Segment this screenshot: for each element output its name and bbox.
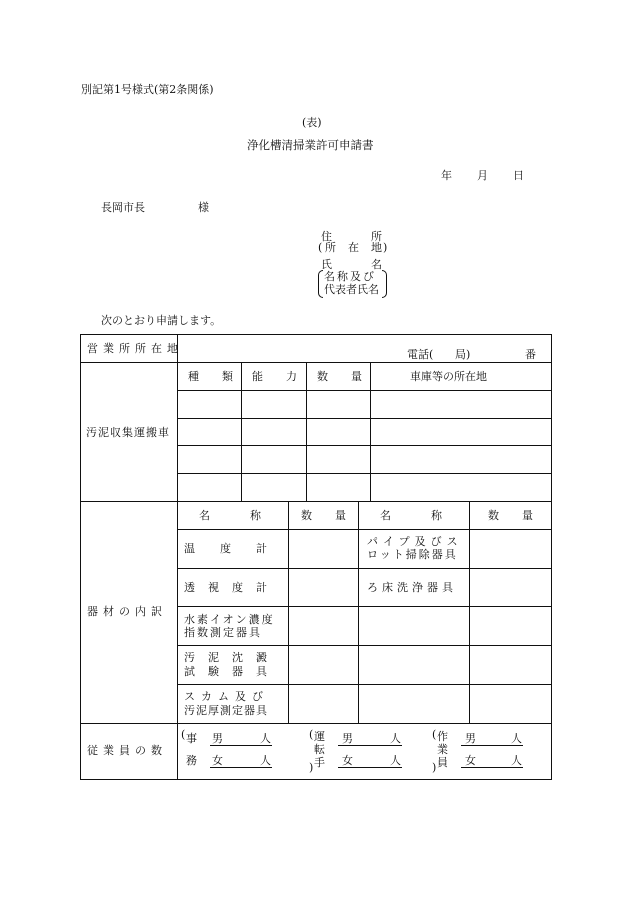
- corp-name-label: 名称及び: [324, 270, 376, 283]
- addressee-honorific: 様: [198, 201, 209, 214]
- staff-group3-male-blank[interactable]: [461, 745, 523, 746]
- phone-ban-label: 番: [525, 348, 536, 361]
- equipment-header-name-right: 名 称: [380, 509, 448, 522]
- staff-group3-char2: 業: [437, 743, 448, 756]
- staff-group3-female-unit: 人: [511, 754, 522, 767]
- equipment-item-scum-line1: スカム及び: [184, 690, 269, 703]
- staff-group3-male-unit: 人: [511, 732, 522, 745]
- vehicle-header-capacity: 能 力: [252, 370, 303, 383]
- staff-group3-female-blank[interactable]: [461, 767, 523, 768]
- staff-paren-close-3: ): [432, 761, 437, 774]
- staff-group1-male-blank[interactable]: [210, 745, 272, 746]
- staff-group2-male-blank[interactable]: [338, 745, 402, 746]
- location-label-2: 在: [348, 241, 359, 254]
- bracket-left: [318, 270, 323, 298]
- equipment-item-sludge-line2: 試 験 器 具: [184, 665, 268, 678]
- phone-kyoku-label: 局): [455, 348, 471, 361]
- equipment-item-ph-line2: 指数測定器具: [184, 626, 262, 639]
- staff-group3-char1: 作: [437, 730, 448, 743]
- equipment-item-filter-washer: ろ床洗浄器具: [367, 581, 457, 594]
- staff-group2-char1: 運: [314, 730, 325, 743]
- date-day-label: 日: [513, 169, 524, 182]
- addressee: 長岡市長: [101, 201, 145, 214]
- staff-group2-char2: 転: [314, 743, 325, 756]
- equipment-item-pipe-line1: パイプ及びス: [367, 535, 463, 548]
- equipment-item-ph-line1: 水素イオン濃度: [184, 613, 275, 626]
- staff-group2-male-unit: 人: [390, 732, 401, 745]
- application-table: [80, 334, 552, 780]
- address-label-1: 住: [321, 230, 332, 243]
- equipment-header-name-left: 名 称: [199, 509, 267, 522]
- equipment-header-qty-left: 数 量: [301, 509, 352, 522]
- equipment-label: 器材の内訳: [87, 605, 167, 618]
- office-label: 営業所所在地: [87, 342, 183, 355]
- staff-group3-char3: 員: [437, 756, 448, 769]
- staff-paren-open-1: (: [181, 728, 186, 741]
- staff-group1-female-unit: 人: [260, 754, 271, 767]
- staff-group2-female-label: 女: [342, 754, 353, 767]
- vehicle-header-qty: 数 量: [317, 370, 368, 383]
- bracket-right: [382, 270, 387, 298]
- staff-group3-female-label: 女: [465, 754, 476, 767]
- paren-open: (: [318, 241, 323, 254]
- staff-paren-open-3: (: [432, 728, 437, 741]
- equipment-item-pipe-line2: ロット掃除器具: [367, 548, 458, 561]
- location-label-1: 所: [325, 241, 336, 254]
- form-side-label: (表): [302, 116, 322, 129]
- representative-label: 代表者氏名: [324, 283, 379, 296]
- date-month-label: 月: [477, 169, 488, 182]
- address-label-2: 所: [371, 230, 382, 243]
- staff-label: 従業員の数: [87, 744, 167, 757]
- equipment-item-scum-line2: 汚泥厚測定器具: [184, 704, 268, 717]
- staff-paren-open-2: (: [309, 728, 314, 741]
- form-number: 別記第1号様式(第2条関係): [81, 83, 214, 96]
- vehicle-label: 汚泥収集運搬車: [86, 426, 170, 439]
- staff-group3-male-label: 男: [465, 732, 476, 745]
- staff-group2-char3: 手: [314, 756, 325, 769]
- name-label-1: 氏: [321, 258, 332, 271]
- equipment-item-transparency-meter: 透 視 度 計: [184, 581, 268, 594]
- staff-group2-male-label: 男: [342, 732, 353, 745]
- intro-text: 次のとおり申請します。: [101, 314, 222, 327]
- staff-group1-female-label: 女: [212, 754, 223, 767]
- staff-group1-female-blank[interactable]: [210, 767, 272, 768]
- paren-close: ): [383, 241, 388, 254]
- staff-group1-char2: 務: [186, 754, 197, 767]
- date-year-label: 年: [441, 169, 452, 182]
- phone-label: 電話(: [407, 348, 434, 361]
- staff-group2-female-unit: 人: [390, 754, 401, 767]
- form-title: 浄化槽清掃業許可申請書: [247, 138, 374, 152]
- name-label-2: 名: [371, 258, 382, 271]
- staff-group1-male-label: 男: [212, 732, 223, 745]
- staff-group2-female-blank[interactable]: [338, 767, 402, 768]
- staff-paren-close-2: ): [309, 761, 314, 774]
- vehicle-header-type: 種 類: [188, 370, 239, 383]
- staff-group1-male-unit: 人: [260, 732, 271, 745]
- equipment-item-thermometer: 温 度 計: [184, 542, 268, 555]
- vehicle-header-garage: 車庫等の所在地: [410, 370, 487, 383]
- equipment-header-qty-right: 数 量: [488, 509, 539, 522]
- equipment-item-sludge-line1: 汚 泥 沈 澱: [184, 651, 268, 664]
- location-label-3: 地: [371, 241, 382, 254]
- staff-group1-char1: 事: [186, 732, 197, 745]
